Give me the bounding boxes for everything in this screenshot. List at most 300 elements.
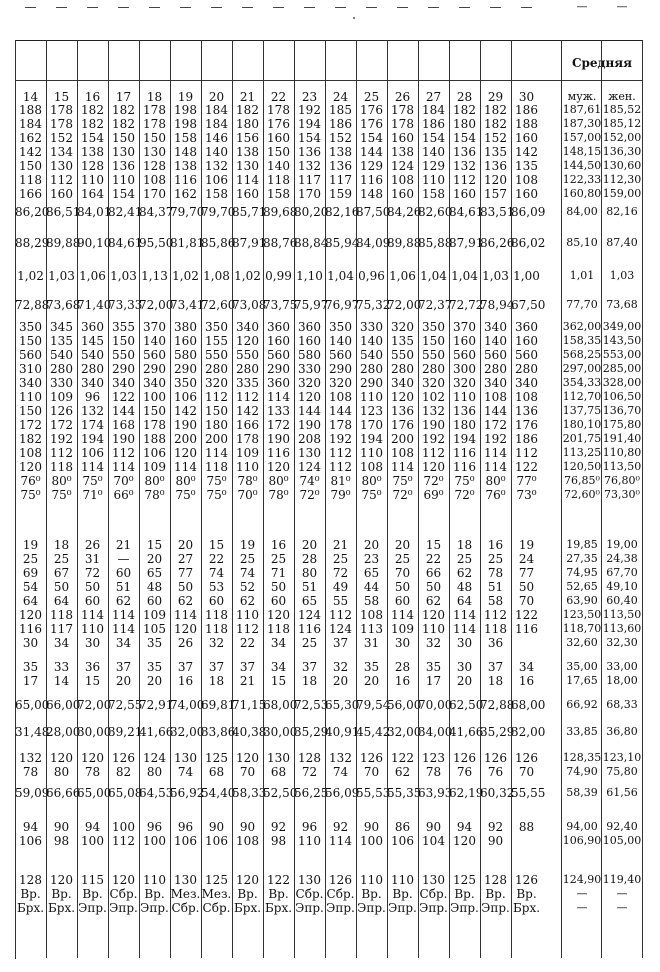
table-cell: 36 xyxy=(84,660,101,674)
average-cell: — xyxy=(616,887,628,900)
table-cell: 75⁰ xyxy=(206,488,227,502)
table-cell: 35,29 xyxy=(480,725,515,739)
table-cell: 178 xyxy=(143,117,166,131)
average-cell: 112,70 xyxy=(562,390,602,403)
table-cell: Вр. xyxy=(20,887,41,901)
table-row xyxy=(15,298,642,312)
table-cell: 152 xyxy=(329,131,352,145)
table-cell: 130 xyxy=(174,873,197,887)
table-cell: 120 xyxy=(422,460,445,474)
table-cell: 124 xyxy=(298,608,321,622)
table-cell: Брх. xyxy=(264,901,293,915)
table-cell: 178 xyxy=(391,103,414,117)
table-cell: 67,50 xyxy=(511,298,546,312)
table-cell: 80⁰ xyxy=(361,474,382,488)
table-cell: 70,00 xyxy=(418,698,453,712)
table-cell: 114 xyxy=(391,608,414,622)
table-cell: 108 xyxy=(143,173,166,187)
table-cell: 83,51 xyxy=(480,205,515,219)
table-cell: 79,70 xyxy=(201,205,236,219)
table-cell: 280 xyxy=(360,362,383,376)
table-cell: 84,61 xyxy=(449,205,484,219)
table-cell: — xyxy=(520,0,533,14)
table-cell: Вр. xyxy=(237,887,258,901)
table-cell: 76,97 xyxy=(325,298,360,312)
average-cell: 66,92 xyxy=(566,698,598,711)
table-cell: 58 xyxy=(363,594,380,608)
table-cell: 88,84 xyxy=(294,236,329,250)
table-cell: 114 xyxy=(267,390,290,404)
table-cell: 180 xyxy=(453,418,476,432)
table-cell: 100 xyxy=(112,820,135,834)
table-cell: 560 xyxy=(19,348,42,362)
average-cell: 67,70 xyxy=(606,566,638,579)
table-cell: 118 xyxy=(50,460,73,474)
table-cell: 370 xyxy=(453,320,476,334)
table-cell: 30 xyxy=(22,636,39,650)
table-row xyxy=(15,834,642,848)
table-cell: 75⁰ xyxy=(361,488,382,502)
table-cell: 95,50 xyxy=(139,236,174,250)
table-cell: 182 xyxy=(453,103,476,117)
table-cell: 90 xyxy=(363,820,380,834)
table-cell: 330 xyxy=(50,376,73,390)
table-cell: 112 xyxy=(236,622,259,636)
table-cell: 560 xyxy=(515,348,538,362)
table-cell: 86,20 xyxy=(15,205,50,219)
table-cell: 1,02 xyxy=(17,269,44,283)
table-cell: 150 xyxy=(19,404,42,418)
table-cell: 184 xyxy=(205,103,228,117)
table-cell: 132 xyxy=(298,159,321,173)
average-cell: 76,85⁰ xyxy=(564,474,600,487)
table-row xyxy=(15,725,642,739)
table-cell: 50 xyxy=(394,580,411,594)
table-cell: 1,02 xyxy=(234,269,261,283)
table-cell: 108 xyxy=(484,390,507,404)
table-cell: 56,92 xyxy=(170,786,205,800)
average-cell: 568,25 xyxy=(562,348,602,361)
table-cell: 1,08 xyxy=(203,269,230,283)
table-cell: 80⁰ xyxy=(51,474,72,488)
table-cell: 86,51 xyxy=(46,205,81,219)
table-cell: 82,41 xyxy=(108,205,143,219)
table-cell: 55 xyxy=(332,594,349,608)
table-cell: 118 xyxy=(205,460,228,474)
table-cell: 62 xyxy=(394,765,411,779)
table-cell: 146 xyxy=(205,131,228,145)
table-cell: Брх. xyxy=(47,901,76,915)
table-cell: 360 xyxy=(298,320,321,334)
table-cell: 200 xyxy=(391,432,414,446)
average-cell: 73,68 xyxy=(606,298,638,311)
table-cell: 136 xyxy=(298,145,321,159)
table-cell: 110 xyxy=(81,173,104,187)
table-cell: 62,50 xyxy=(449,698,484,712)
table-cell: 320 xyxy=(422,376,445,390)
table-cell: 110 xyxy=(360,873,383,887)
table-cell: 130 xyxy=(298,873,321,887)
table-cell: 160 xyxy=(236,187,259,201)
average-cell: 118,70 xyxy=(562,622,602,635)
table-cell: 80 xyxy=(146,765,163,779)
table-cell: 300 xyxy=(453,362,476,376)
table-cell: 37 xyxy=(301,660,318,674)
table-cell: 73,41 xyxy=(170,298,205,312)
table-cell: 85,86 xyxy=(201,236,236,250)
table-cell: 160 xyxy=(453,187,476,201)
table-row xyxy=(15,131,642,145)
table-cell: 135 xyxy=(515,159,538,173)
table-row xyxy=(15,622,642,636)
table-cell: 580 xyxy=(174,348,197,362)
table-cell: 65,30 xyxy=(325,698,360,712)
average-cell: — xyxy=(616,0,628,13)
table-row xyxy=(15,552,642,566)
table-cell: 120 xyxy=(19,460,42,474)
table-cell: 200 xyxy=(205,432,228,446)
table-cell: 370 xyxy=(143,320,166,334)
table-cell: 20 xyxy=(115,674,132,688)
table-cell: 78,94 xyxy=(480,298,515,312)
table-row xyxy=(15,348,642,362)
table-cell: 1,06 xyxy=(389,269,416,283)
average-cell: 130,60 xyxy=(602,159,642,172)
table-row xyxy=(15,580,642,594)
table-cell: 106 xyxy=(205,173,228,187)
average-cell: 32,60 xyxy=(566,636,598,649)
table-cell: 360 xyxy=(515,320,538,334)
table-cell: 320 xyxy=(205,376,228,390)
table-cell: 186 xyxy=(515,432,538,446)
table-row xyxy=(15,474,642,488)
table-cell: 86,26 xyxy=(480,236,515,250)
table-cell: 15 xyxy=(425,538,442,552)
table-cell: 86,09 xyxy=(511,205,546,219)
table-cell: 85,94 xyxy=(325,236,360,250)
table-cell: 78 xyxy=(84,765,101,779)
table-cell: 290 xyxy=(329,362,352,376)
table-cell: 35 xyxy=(22,660,39,674)
table-cell: 160 xyxy=(267,131,290,145)
column-rule xyxy=(356,40,357,958)
table-cell: — xyxy=(241,0,254,14)
table-cell: 180 xyxy=(236,117,259,131)
table-cell: 21 xyxy=(239,674,256,688)
table-cell: 84,01 xyxy=(77,205,112,219)
average-cell: 33,85 xyxy=(566,725,598,738)
table-cell: 122 xyxy=(391,751,414,765)
average-cell: 349,00 xyxy=(602,320,642,333)
table-row xyxy=(15,320,642,334)
table-cell: 16 xyxy=(487,538,504,552)
table-cell: 118 xyxy=(484,622,507,636)
table-cell: 128 xyxy=(81,159,104,173)
table-cell: 18 xyxy=(53,538,70,552)
table-cell: 112 xyxy=(236,390,259,404)
table-cell: 126 xyxy=(112,751,135,765)
table-cell: 150 xyxy=(19,334,42,348)
table-cell: 208 xyxy=(298,432,321,446)
average-cell: 18,00 xyxy=(606,674,638,687)
table-row xyxy=(15,786,642,800)
table-cell: 116 xyxy=(515,622,538,636)
table-cell: 290 xyxy=(174,362,197,376)
table-cell: 1,04 xyxy=(451,269,478,283)
average-header: Средняя xyxy=(571,56,633,70)
table-cell: — xyxy=(117,0,130,14)
table-cell: 120 xyxy=(174,446,197,460)
table-cell: 135 xyxy=(484,145,507,159)
table-cell: 1,10 xyxy=(296,269,323,283)
table-cell: 0,99 xyxy=(265,269,292,283)
table-cell: 540 xyxy=(360,348,383,362)
table-cell: 75⁰ xyxy=(82,474,103,488)
table-cell: 37 xyxy=(208,660,225,674)
table-cell: Эпр. xyxy=(388,901,417,915)
table-cell: 32 xyxy=(208,636,225,650)
table-cell: 560 xyxy=(267,348,290,362)
table-cell: 69 xyxy=(22,566,39,580)
table-row xyxy=(15,236,642,250)
table-cell: 84,37 xyxy=(139,205,174,219)
table-cell: 140 xyxy=(360,334,383,348)
table-cell: 178 xyxy=(329,418,352,432)
table-cell: 172 xyxy=(19,418,42,432)
average-cell: 158,35 xyxy=(562,334,602,347)
table-cell: 65 xyxy=(363,566,380,580)
table-cell: 106 xyxy=(391,834,414,848)
average-cell: 136,70 xyxy=(602,404,642,417)
table-cell: 81,81 xyxy=(170,236,205,250)
table-cell: 118 xyxy=(205,608,228,622)
table-cell: Эпр. xyxy=(450,901,479,915)
table-cell: 184 xyxy=(205,117,228,131)
table-cell: 50 xyxy=(84,580,101,594)
table-cell: 188 xyxy=(515,117,538,131)
average-cell: 77,70 xyxy=(566,298,598,311)
table-cell: 28 xyxy=(394,660,411,674)
table-cell: 138 xyxy=(236,145,259,159)
average-cell: 85,10 xyxy=(566,236,598,249)
table-cell: 138 xyxy=(174,159,197,173)
table-cell: 74 xyxy=(177,765,194,779)
table-cell: 144 xyxy=(112,404,135,418)
average-cell: 74,95 xyxy=(566,566,598,579)
table-cell: 106 xyxy=(205,834,228,848)
average-cell: 61,56 xyxy=(606,786,638,799)
table-cell: 1,03 xyxy=(48,269,75,283)
table-cell: 280 xyxy=(236,362,259,376)
average-cell: 136,30 xyxy=(602,145,642,158)
table-cell: 154 xyxy=(81,131,104,145)
table-cell: 150 xyxy=(267,145,290,159)
table-cell: 105 xyxy=(143,622,166,636)
table-cell: 120 xyxy=(422,608,445,622)
average-cell: 75,80 xyxy=(606,765,638,778)
table-cell: 50 xyxy=(518,580,535,594)
table-cell: 117 xyxy=(50,622,73,636)
table-cell: 21 xyxy=(239,90,256,104)
table-cell: 110 xyxy=(81,622,104,636)
table-cell: 75⁰ xyxy=(51,488,72,502)
table-cell: 112 xyxy=(50,173,73,187)
table-row xyxy=(15,901,642,915)
table-cell: 16 xyxy=(394,674,411,688)
table-cell: 190 xyxy=(112,432,135,446)
column-rule xyxy=(511,40,512,958)
table-cell: 76⁰ xyxy=(485,488,506,502)
table-cell: 178 xyxy=(143,418,166,432)
table-cell: 178 xyxy=(50,117,73,131)
table-cell: 65,08 xyxy=(108,786,143,800)
table-cell: 129 xyxy=(422,159,445,173)
table-cell: 34,00 xyxy=(418,725,453,739)
table-cell: 72,91 xyxy=(139,698,174,712)
table-cell: 102 xyxy=(422,390,445,404)
average-cell: 160,80 xyxy=(562,187,602,200)
table-cell: 174 xyxy=(81,418,104,432)
table-cell: 30 xyxy=(456,636,473,650)
table-cell: 106 xyxy=(174,834,197,848)
table-cell: 25 xyxy=(22,552,39,566)
average-cell: 1,01 xyxy=(569,269,595,282)
table-cell: 114 xyxy=(174,460,197,474)
table-cell: 112 xyxy=(205,390,228,404)
column-rule xyxy=(642,40,643,958)
table-cell: 30,00 xyxy=(263,725,298,739)
table-cell: 290 xyxy=(143,362,166,376)
table-cell: Брх. xyxy=(233,901,262,915)
table-cell: 192 xyxy=(484,432,507,446)
table-cell: 80⁰ xyxy=(175,474,196,488)
table-cell: 72,53 xyxy=(294,698,329,712)
average-cell: 105,00 xyxy=(602,834,642,847)
table-cell: 16 xyxy=(84,90,101,104)
table-cell: 112 xyxy=(515,446,538,460)
table-cell: 350 xyxy=(174,376,197,390)
table-cell: 380 xyxy=(174,320,197,334)
table-cell: Эпр. xyxy=(140,901,169,915)
table-cell: 108 xyxy=(391,173,414,187)
table-cell: 30 xyxy=(84,636,101,650)
table-cell: 37 xyxy=(332,636,349,650)
table-cell: 37 xyxy=(177,660,194,674)
table-cell: 74 xyxy=(332,765,349,779)
table-cell: 114 xyxy=(329,834,352,848)
table-cell: 136 xyxy=(515,404,538,418)
average-cell: 187,30 xyxy=(562,117,602,130)
table-row xyxy=(15,173,642,187)
average-cell: 362,00 xyxy=(562,320,602,333)
table-cell: 152 xyxy=(50,131,73,145)
table-cell: 56,00 xyxy=(387,698,422,712)
table-cell: 64 xyxy=(456,594,473,608)
table-cell: 194 xyxy=(298,117,321,131)
table-cell: 98 xyxy=(53,834,70,848)
table-cell: 37 xyxy=(115,660,132,674)
table-cell: 560 xyxy=(484,348,507,362)
table-cell: Вр. xyxy=(268,887,289,901)
table-cell: 20 xyxy=(394,538,411,552)
table-cell: 70 xyxy=(518,765,535,779)
table-cell: 192 xyxy=(329,432,352,446)
table-cell: 75⁰ xyxy=(175,488,196,502)
table-row xyxy=(15,362,642,376)
table-cell: 116 xyxy=(267,446,290,460)
table-row xyxy=(15,90,642,104)
table-cell: 112 xyxy=(112,446,135,460)
table-row xyxy=(15,820,642,834)
table-cell: 159 xyxy=(329,187,352,201)
table-cell: 96 xyxy=(146,820,163,834)
table-cell: 126 xyxy=(515,751,538,765)
average-cell: 24,38 xyxy=(606,552,638,565)
table-row xyxy=(15,660,642,674)
table-cell: 148 xyxy=(360,187,383,201)
average-cell: 148,15 xyxy=(562,145,602,158)
table-cell: 194 xyxy=(453,432,476,446)
table-cell: 79⁰ xyxy=(330,488,351,502)
average-cell: 180,10 xyxy=(562,418,602,431)
table-cell: 120 xyxy=(484,173,507,187)
table-cell: 130 xyxy=(298,446,321,460)
table-cell: 50 xyxy=(177,580,194,594)
table-cell: 190 xyxy=(298,418,321,432)
table-cell: 65,00 xyxy=(77,786,112,800)
table-cell: 182 xyxy=(112,103,135,117)
table-cell: 27 xyxy=(177,552,194,566)
table-cell: 60 xyxy=(84,594,101,608)
table-cell: 112 xyxy=(484,608,507,622)
table-row xyxy=(15,765,642,779)
average-cell: 106,50 xyxy=(602,390,642,403)
table-cell: 14 xyxy=(53,674,70,688)
table-cell: 66,00 xyxy=(46,698,81,712)
table-cell: 74⁰ xyxy=(299,474,320,488)
table-cell: 110 xyxy=(391,873,414,887)
table-cell: 192 xyxy=(422,432,445,446)
table-cell: 138 xyxy=(81,145,104,159)
table-cell: 110 xyxy=(236,460,259,474)
table-cell: 178 xyxy=(143,103,166,117)
table-cell: 540 xyxy=(50,348,73,362)
table-cell: 73,08 xyxy=(232,298,267,312)
average-cell: 1,03 xyxy=(609,269,635,282)
table-cell: 110 xyxy=(360,446,383,460)
table-cell: 172 xyxy=(50,418,73,432)
table-cell: Эпр. xyxy=(109,901,138,915)
table-cell: 15 xyxy=(84,674,101,688)
average-cell: 106,90 xyxy=(562,834,602,847)
table-cell: 82,60 xyxy=(418,205,453,219)
table-cell: 110 xyxy=(453,390,476,404)
table-cell: 89,88 xyxy=(46,236,81,250)
table-cell: 67 xyxy=(53,566,70,580)
table-cell: 66⁰ xyxy=(113,488,134,502)
table-cell: 108 xyxy=(515,173,538,187)
table-cell: 50 xyxy=(425,580,442,594)
table-cell: 68 xyxy=(270,765,287,779)
table-cell: — xyxy=(334,0,347,14)
table-cell: 114 xyxy=(484,446,507,460)
table-cell: 70⁰ xyxy=(237,488,258,502)
column-rule xyxy=(387,40,388,958)
table-cell: 182 xyxy=(19,432,42,446)
table-cell: 550 xyxy=(391,348,414,362)
table-cell: 114 xyxy=(112,608,135,622)
average-cell: 124,90 xyxy=(562,873,602,886)
